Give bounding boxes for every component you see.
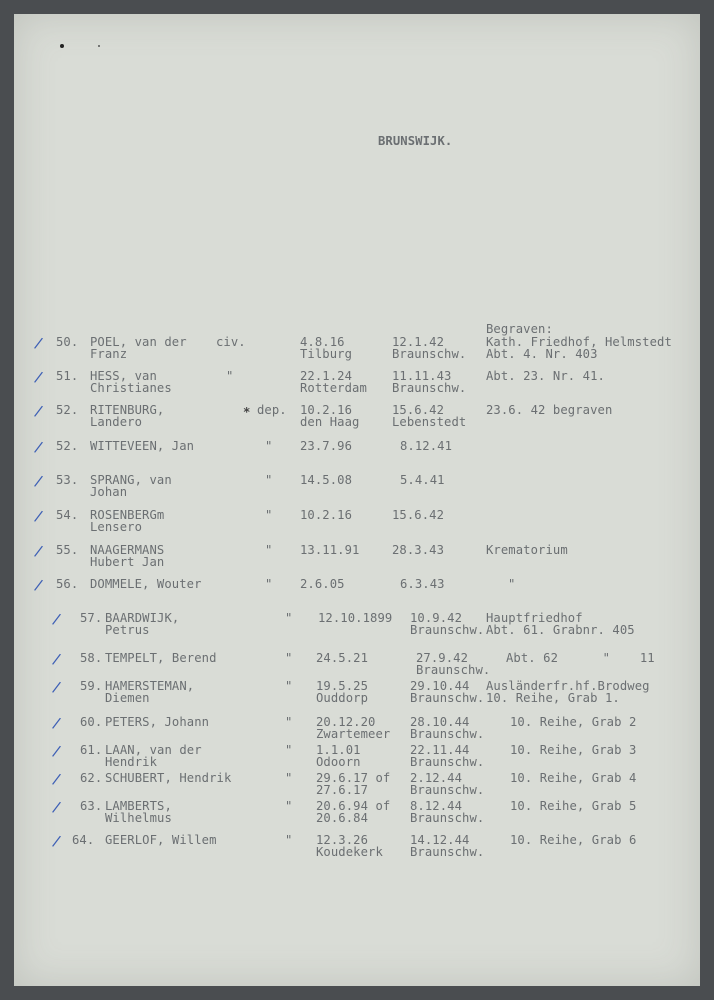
entry-birth-place: 27.6.17	[316, 783, 369, 797]
entry-birth-date: 1.1.01	[316, 743, 361, 757]
entry-given-name: Wilhelmus	[105, 811, 172, 825]
entry-birth-place: Rotterdam	[300, 381, 367, 395]
entry-number: 50.	[56, 335, 79, 349]
entry-death-date: 2.12.44	[410, 771, 463, 785]
check-mark-icon: /	[33, 367, 44, 387]
entry-remark: "	[508, 577, 516, 591]
entry-death-place: Braunschw.	[416, 663, 491, 677]
entry-death-date: 5.4.41	[400, 473, 445, 487]
entry-number: 64.	[72, 833, 95, 847]
entry-birth-date: 13.11.91	[300, 543, 360, 557]
entry-remark-line2: 10. Reihe, Grab 1.	[486, 691, 620, 705]
entry-death-date: 28.10.44	[410, 715, 470, 729]
entry-status: "	[265, 439, 273, 453]
entry-remark: 10. Reihe, Grab 3	[510, 743, 637, 757]
entry-status: "	[265, 543, 273, 557]
entry-birth-date: 10.2.16	[300, 508, 353, 522]
entry-status: dep.	[257, 403, 287, 417]
entry-number: 60.	[80, 715, 103, 729]
entry-birth-date: 12.3.26	[316, 833, 369, 847]
entry-status: "	[265, 508, 273, 522]
entry-given-name: Diemen	[105, 691, 150, 705]
entry-death-place: Braunschw.	[410, 623, 485, 637]
entry-given-name: Hendrik	[105, 755, 158, 769]
entry-death-date: 8.12.41	[400, 439, 453, 453]
entry-name: DOMMELE, Wouter	[90, 577, 202, 591]
entry-status: "	[285, 715, 293, 729]
punch-mark-small	[98, 45, 100, 47]
entry-death-date: 28.3.43	[392, 543, 445, 557]
entry-birth-place: Ouddorp	[316, 691, 369, 705]
page-title: BRUNSWIJK.	[378, 134, 453, 148]
entry-given-name: Johan	[90, 485, 128, 499]
entry-number: 57.	[80, 611, 103, 625]
entry-death-date: 6.3.43	[400, 577, 445, 591]
entry-status: "	[285, 679, 293, 693]
check-mark-icon: /	[51, 769, 62, 789]
entry-birth-place: Zwartemeer	[316, 727, 391, 741]
entry-death-date: 14.12.44	[410, 833, 470, 847]
entry-remark-line2: Abt. 61. Grabnr. 405	[486, 623, 635, 637]
entry-number: 59.	[80, 679, 103, 693]
header-note: Begraven:	[486, 322, 553, 336]
entry-status: "	[226, 369, 234, 383]
entry-death-place: Braunschw.	[410, 811, 485, 825]
check-mark-icon: /	[33, 333, 44, 353]
check-mark-icon: /	[51, 741, 62, 761]
entry-name: SPRANG, van	[90, 473, 172, 487]
entry-name: HESS, van	[90, 369, 157, 383]
entry-status: "	[285, 651, 293, 665]
entry-death-place: Braunschw.	[410, 845, 485, 859]
entry-birth-date: 2.6.05	[300, 577, 345, 591]
entry-name: NAAGERMANS	[90, 543, 165, 557]
entry-status: "	[285, 771, 293, 785]
entry-given-name: Franz	[90, 347, 128, 361]
entry-status: "	[285, 743, 293, 757]
entry-death-date: 15.6.42	[392, 508, 445, 522]
entry-name: LAMBERTS,	[105, 799, 172, 813]
entry-birth-date: 23.7.96	[300, 439, 353, 453]
entry-status: "	[285, 833, 293, 847]
check-mark-icon: /	[33, 506, 44, 526]
punch-mark	[60, 44, 64, 48]
entry-status: civ.	[216, 335, 246, 349]
entry-remark: Ausländerfr.hf.Brodweg	[486, 679, 650, 693]
check-mark-icon: /	[51, 677, 62, 697]
entry-number: 52.	[56, 403, 79, 417]
entry-death-place: Braunschw.	[410, 727, 485, 741]
entry-name: RITENBURG,	[90, 403, 165, 417]
entry-number: 62.	[80, 771, 103, 785]
entry-name: WITTEVEEN, Jan	[90, 439, 195, 453]
entry-number: 58.	[80, 651, 103, 665]
check-mark-icon: /	[51, 797, 62, 817]
entry-name: HAMERSTEMAN,	[105, 679, 195, 693]
entry-death-date: 27.9.42	[416, 651, 469, 665]
entry-number: 53.	[56, 473, 79, 487]
entry-birth-date: 19.5.25	[316, 679, 369, 693]
entry-number: 61.	[80, 743, 103, 757]
entry-given-name: Christianes	[90, 381, 172, 395]
check-mark-icon: /	[51, 649, 62, 669]
entry-death-date: 22.11.44	[410, 743, 470, 757]
entry-name: LAAN, van der	[105, 743, 202, 757]
entry-remark: 10. Reihe, Grab 5	[510, 799, 637, 813]
entry-birth-date: 20.6.94 of	[316, 799, 391, 813]
entry-birth-place: Tilburg	[300, 347, 353, 361]
entry-given-name: Petrus	[105, 623, 150, 637]
entry-remark: Abt. 23. Nr. 41.	[486, 369, 605, 383]
entry-name: SCHUBERT, Hendrik	[105, 771, 232, 785]
entry-remark-line2: Abt. 4. Nr. 403	[486, 347, 598, 361]
check-mark-icon: /	[33, 437, 44, 457]
entry-status: "	[265, 577, 273, 591]
entry-birth-place: Koudekerk	[316, 845, 383, 859]
entry-number: 52.	[56, 439, 79, 453]
entry-name: BAARDWIJK,	[105, 611, 180, 625]
entry-name: TEMPELT, Berend	[105, 651, 217, 665]
entry-birth-place: Odoorn	[316, 755, 361, 769]
entry-name: GEERLOF, Willem	[105, 833, 217, 847]
entry-given-name: Hubert Jan	[90, 555, 165, 569]
entry-remark: Hauptfriedhof	[486, 611, 583, 625]
margin-star: *	[243, 405, 251, 419]
entry-birth-date: 12.10.1899	[318, 611, 393, 625]
check-mark-icon: /	[33, 541, 44, 561]
entry-death-place: Braunschw.	[392, 381, 467, 395]
check-mark-icon: /	[33, 471, 44, 491]
entry-death-date: 15.6.42	[392, 403, 445, 417]
entry-birth-date: 14.5.08	[300, 473, 353, 487]
entry-remark: Kath. Friedhof, Helmstedt	[486, 335, 672, 349]
entry-number: 55.	[56, 543, 79, 557]
entry-death-place: Braunschw.	[392, 347, 467, 361]
entry-given-name: Lensero	[90, 520, 143, 534]
entry-name: POEL, van der	[90, 335, 187, 349]
entry-death-place: Braunschw.	[410, 755, 485, 769]
check-mark-icon: /	[33, 575, 44, 595]
entry-birth-place: 20.6.84	[316, 811, 369, 825]
entry-death-date: 12.1.42	[392, 335, 445, 349]
entry-remark: Krematorium	[486, 543, 568, 557]
entry-remark: 10. Reihe, Grab 2	[510, 715, 637, 729]
entry-death-place: Lebenstedt	[392, 415, 467, 429]
entry-remark: Abt. 62 " 11	[506, 651, 655, 665]
entry-number: 56.	[56, 577, 79, 591]
entry-number: 63.	[80, 799, 103, 813]
check-mark-icon: /	[51, 609, 62, 629]
entry-birth-place: den Haag	[300, 415, 360, 429]
entry-number: 51.	[56, 369, 79, 383]
entry-birth-date: 4.8.16	[300, 335, 345, 349]
entry-death-place: Braunschw.	[410, 691, 485, 705]
entry-remark: 23.6. 42 begraven	[486, 403, 613, 417]
entry-birth-date: 29.6.17 of	[316, 771, 391, 785]
entry-birth-date: 22.1.24	[300, 369, 353, 383]
entry-remark: 10. Reihe, Grab 4	[510, 771, 637, 785]
entry-death-date: 11.11.43	[392, 369, 452, 383]
entry-status: "	[285, 799, 293, 813]
entry-status: "	[265, 473, 273, 487]
check-mark-icon: /	[51, 831, 62, 851]
entry-given-name: Landero	[90, 415, 143, 429]
entry-death-date: 10.9.42	[410, 611, 463, 625]
entry-remark: 10. Reihe, Grab 6	[510, 833, 637, 847]
check-mark-icon: /	[33, 401, 44, 421]
entry-birth-date: 20.12.20	[316, 715, 376, 729]
check-mark-icon: /	[51, 713, 62, 733]
entry-birth-date: 10.2.16	[300, 403, 353, 417]
entry-number: 54.	[56, 508, 79, 522]
entry-death-place: Braunschw.	[410, 783, 485, 797]
entry-death-date: 29.10.44	[410, 679, 470, 693]
entry-name: ROSENBERGm	[90, 508, 165, 522]
entry-name: PETERS, Johann	[105, 715, 210, 729]
entry-birth-date: 24.5.21	[316, 651, 369, 665]
entry-status: "	[285, 611, 293, 625]
entry-death-date: 8.12.44	[410, 799, 463, 813]
